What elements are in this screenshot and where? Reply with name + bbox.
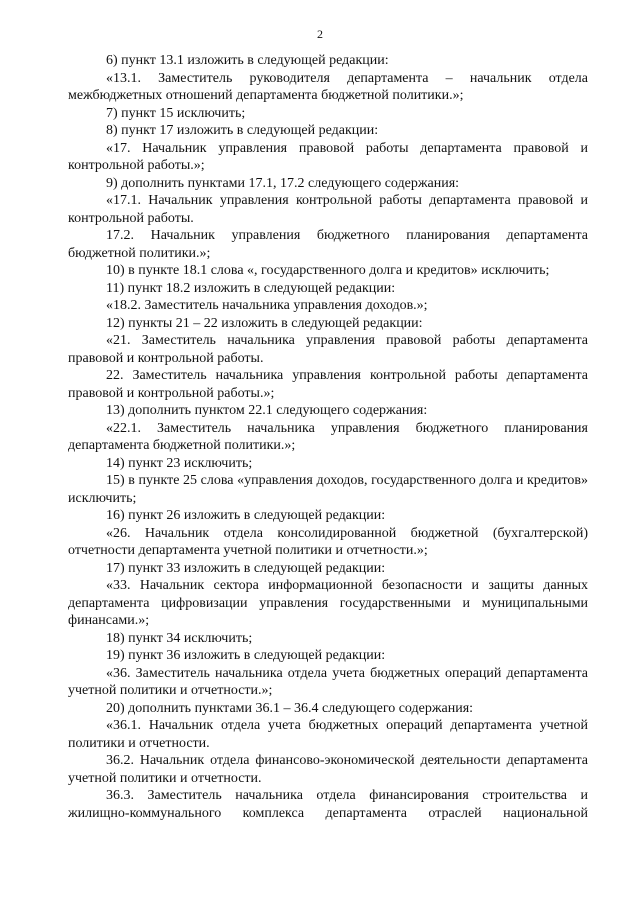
paragraph: 16) пункт 26 изложить в следующей редакции:	[106, 508, 386, 523]
paragraph: «17. Начальник управления правовой работы департамента правовой и контрольной работы.»;	[68, 140, 588, 173]
paragraph: 12) пункты 21 – 22 изложить в следующей редакции:	[106, 315, 423, 331]
paragraph: 6) пункт 13.1 изложить в следующей редакции:	[106, 53, 389, 68]
paragraph: «21. Заместитель начальника управления правовой работы департамента правовой и контрольной работы.	[68, 333, 588, 366]
paragraph: 17) пункт 33 изложить в следующей редакции:	[106, 560, 386, 576]
paragraph: «18.2. Заместитель начальника управления доходов.»;	[106, 298, 428, 313]
document-body	[68, 52, 588, 822]
paragraph: 36.2. Начальник отдела финансово-экономической деятельности департамента учетной политики и отчетности.	[68, 753, 588, 786]
paragraph: 20) дополнить пунктами 36.1 – 36.4 следующего содержания:	[106, 700, 474, 716]
paragraph: 8) пункт 17 изложить в следующей редакции:	[106, 123, 379, 138]
paragraph: 11) пункт 18.2 изложить в следующей редакции:	[106, 280, 396, 296]
page-number: 2	[317, 27, 323, 41]
paragraph: «36.1. Начальник отдела учета бюджетных операций департамента учетной политики и отчетности.	[68, 718, 588, 751]
paragraph: 17.2. Начальник управления бюджетного планирования департамента бюджетной политики.»;	[68, 228, 588, 261]
paragraph: 14) пункт 23 исключить;	[106, 455, 253, 471]
paragraph: «22.1. Заместитель начальника управления бюджетного планирования департамента бюджетной политики.»;	[68, 420, 588, 453]
paragraph: «36. Заместитель начальника отдела учета бюджетных операций департамента учетной политики и отчетности.»;	[68, 665, 588, 698]
paragraph: 19) пункт 36 изложить в следующей редакции:	[106, 648, 386, 663]
paragraph: 22. Заместитель начальника управления контрольной работы департамента правовой и контрольной работы.»;	[68, 368, 588, 401]
paragraph: «13.1. Заместитель руководителя департамента – начальник отдела межбюджетных отношений департамента бюджетной политики.»;	[68, 70, 588, 103]
paragraph: 7) пункт 15 исключить;	[106, 105, 246, 121]
paragraph: «17.1. Начальник управления контрольной работы департамента правовой и контрольной работы.	[68, 193, 588, 226]
paragraph: 13) дополнить пунктом 22.1 следующего содержания:	[106, 403, 428, 418]
paragraph: «26. Начальник отдела консолидированной бюджетной (бухгалтерской) отчетности департамента учетной политики и отчетности.»;	[68, 525, 588, 558]
paragraph: 36.3. Заместитель начальника отдела финансирования строительства и жилищно-коммунального комплекса департамента отраслей национальной	[68, 788, 588, 821]
paragraph: 10) в пункте 18.1 слова «, государственного долга и кредитов» исключить;	[106, 263, 550, 278]
paragraph: 18) пункт 34 исключить;	[106, 630, 253, 646]
paragraph: 15) в пункте 25 слова «управления доходов, государственного долга и кредитов» исключить;	[68, 473, 588, 506]
paragraph: «33. Начальник сектора информационной безопасности и защиты данных департамента цифровизации управления государственными и муниципальными финансами.»;	[68, 578, 588, 628]
paragraph: 9) дополнить пунктами 17.1, 17.2 следующего содержания:	[106, 175, 460, 191]
